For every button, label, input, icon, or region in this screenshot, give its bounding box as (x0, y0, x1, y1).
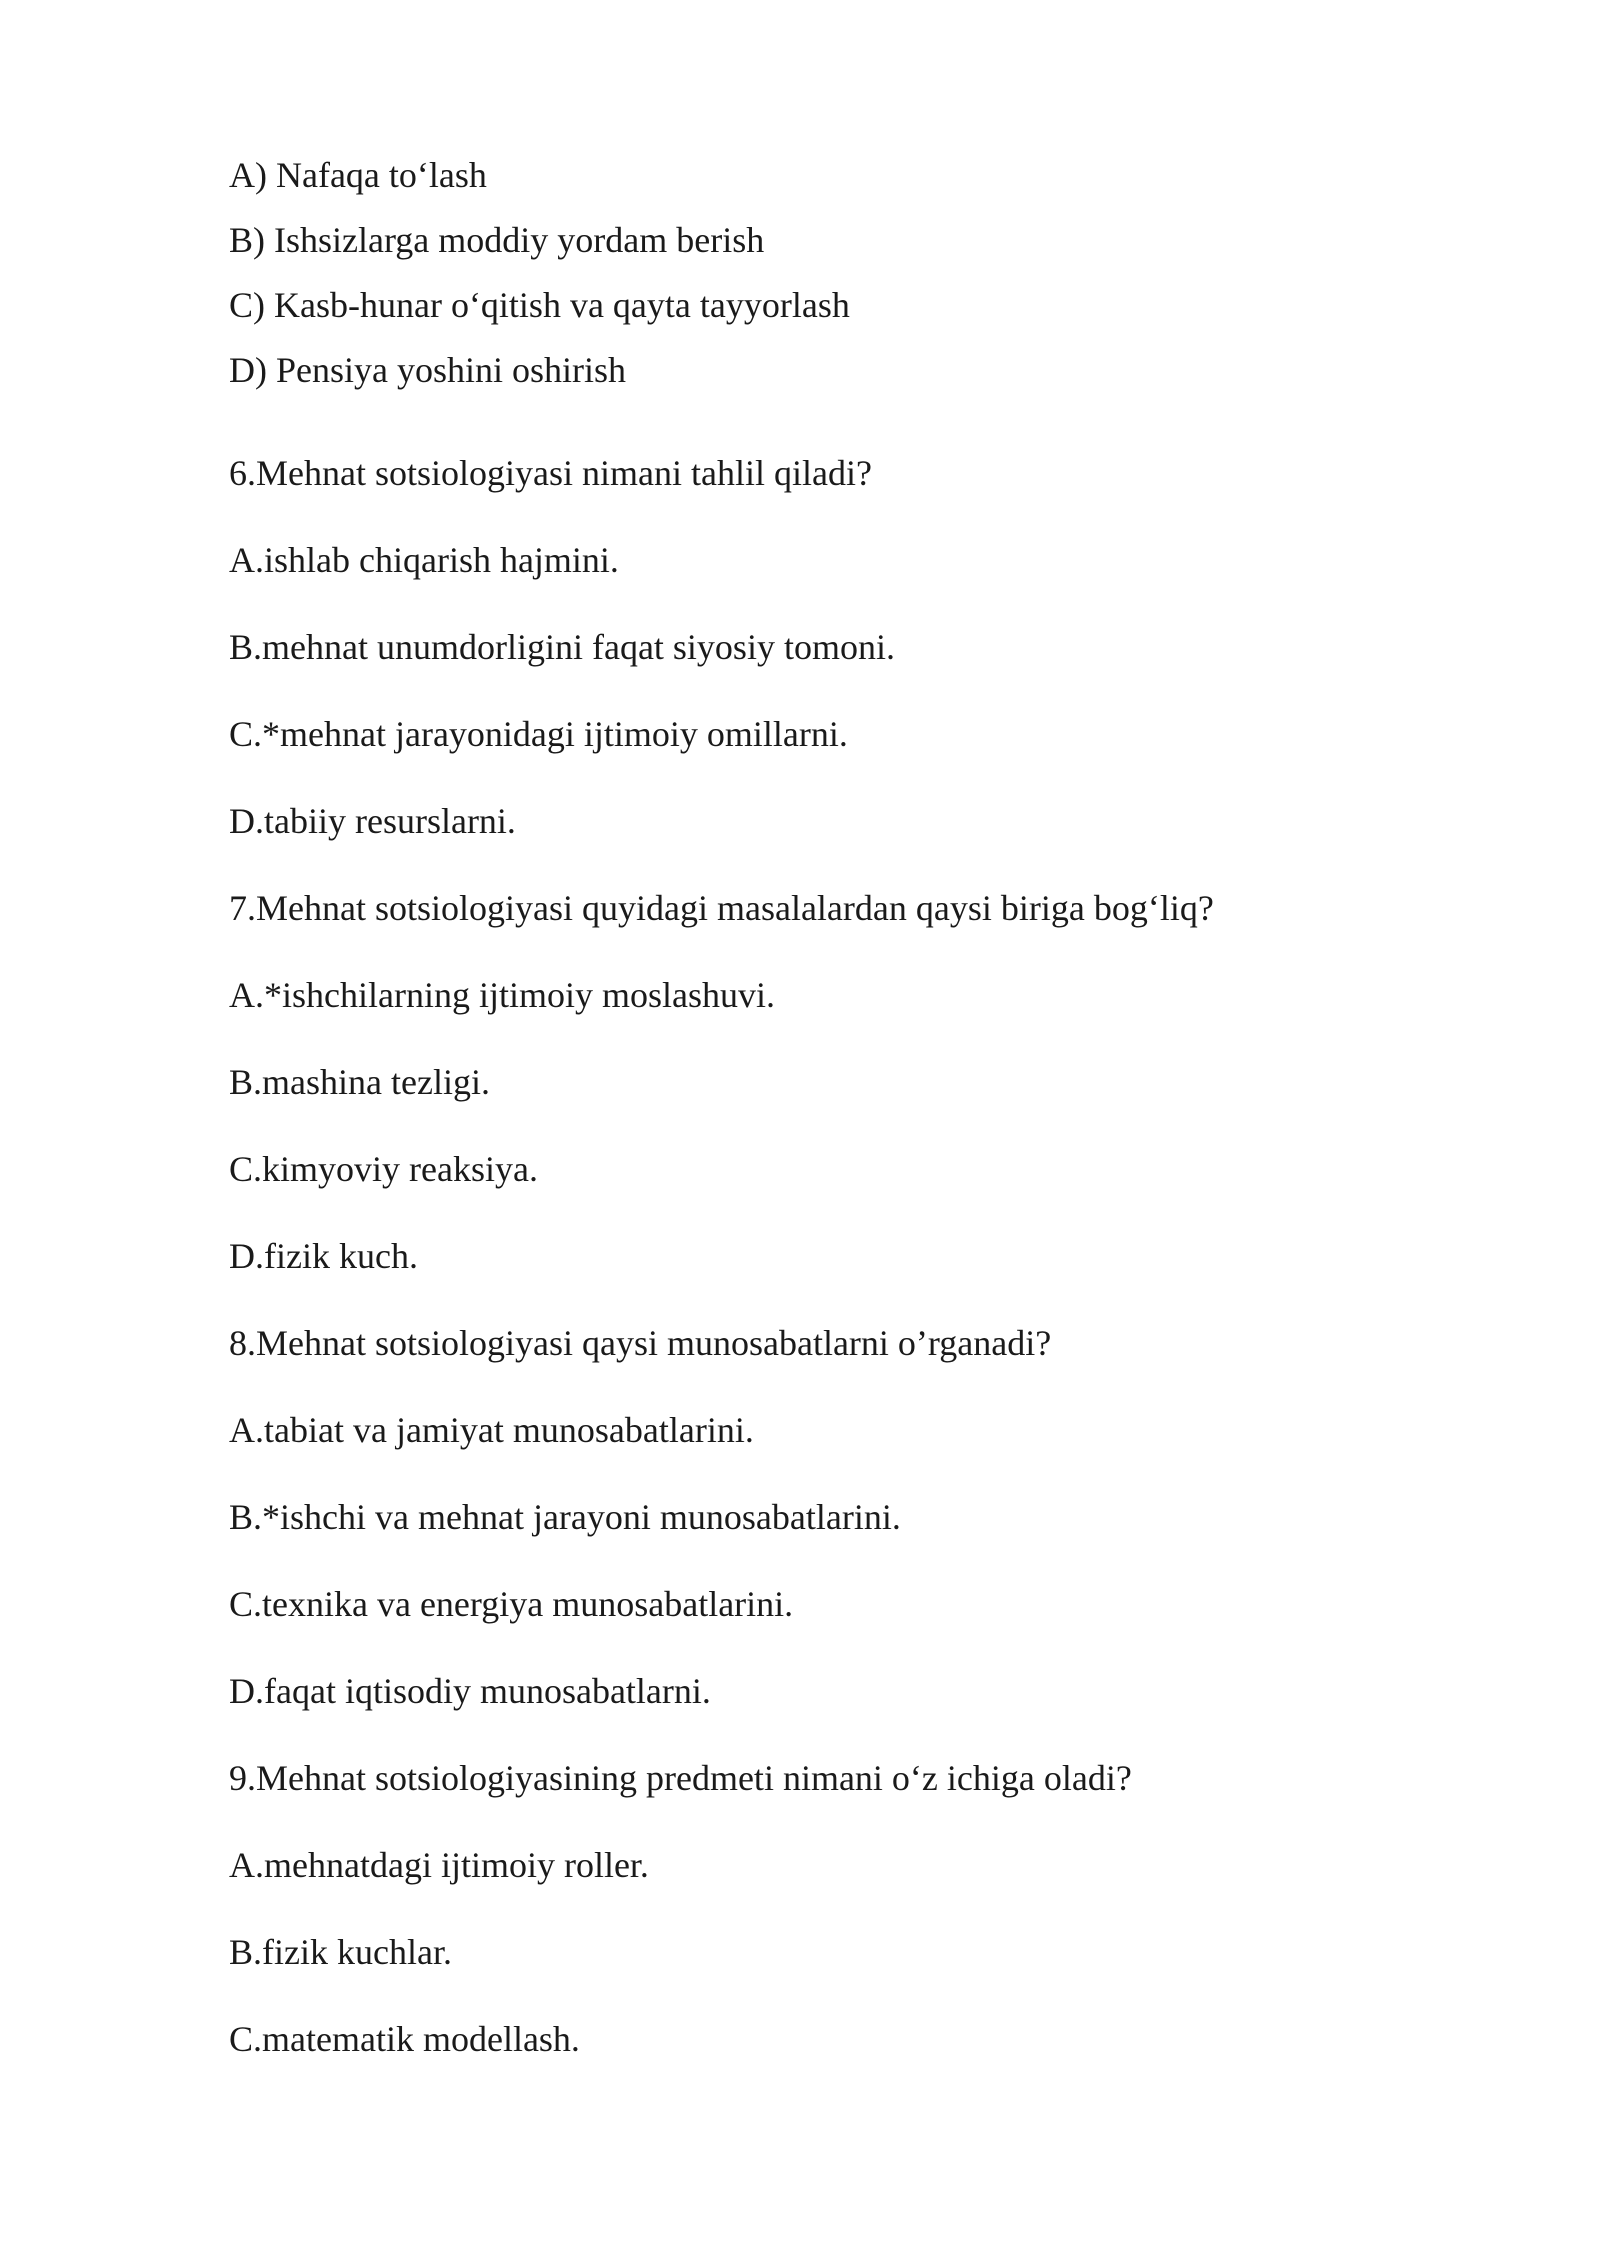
q8-option-a: A.tabiat va jamiyat munosabatlarini. (229, 1410, 754, 1450)
prev-option-a: A) Nafaqa to‘lash (229, 155, 487, 195)
prev-option-d: D) Pensiya yoshini oshirish (229, 350, 627, 390)
question-7: 7.Mehnat sotsiologiyasi quyidagi masalalardan qaysi biriga bog‘liq? (229, 888, 1214, 928)
q7-option-a: A.*ishchilarning ijtimoiy moslashuvi. (229, 975, 775, 1015)
question-8: 8.Mehnat sotsiologiyasi qaysi munosabatlarni o’rganadi? (229, 1323, 1052, 1363)
q8-option-b: B.*ishchi va mehnat jarayoni munosabatlarini. (229, 1497, 901, 1537)
q7-option-d: D.fizik kuch. (229, 1236, 418, 1276)
q8-option-d: D.faqat iqtisodiy munosabatlarni. (229, 1671, 711, 1711)
q6-option-c: C.*mehnat jarayonidagi ijtimoiy omillarni. (229, 714, 848, 754)
prev-option-b: B) Ishsizlarga moddiy yordam berish (229, 220, 765, 260)
q6-option-b: B.mehnat unumdorligini faqat siyosiy tomoni. (229, 627, 895, 667)
q7-option-c: C.kimyoviy reaksiya. (229, 1149, 538, 1189)
q9-option-b: B.fizik kuchlar. (229, 1932, 452, 1972)
q6-option-d: D.tabiiy resurslarni. (229, 801, 516, 841)
question-6: 6.Mehnat sotsiologiyasi nimani tahlil qiladi? (229, 453, 872, 493)
q7-option-b: B.mashina tezligi. (229, 1062, 490, 1102)
q6-option-a: A.ishlab chiqarish hajmini. (229, 540, 619, 580)
question-9: 9.Mehnat sotsiologiyasining predmeti nimani o‘z ichiga oladi? (229, 1758, 1132, 1798)
q9-option-c: C.matematik modellash. (229, 2019, 580, 2059)
q8-option-c: C.texnika va energiya munosabatlarini. (229, 1584, 794, 1624)
q9-option-a: A.mehnatdagi ijtimoiy roller. (229, 1845, 649, 1885)
prev-option-c: C) Kasb-hunar o‘qitish va qayta tayyorlash (229, 285, 850, 325)
